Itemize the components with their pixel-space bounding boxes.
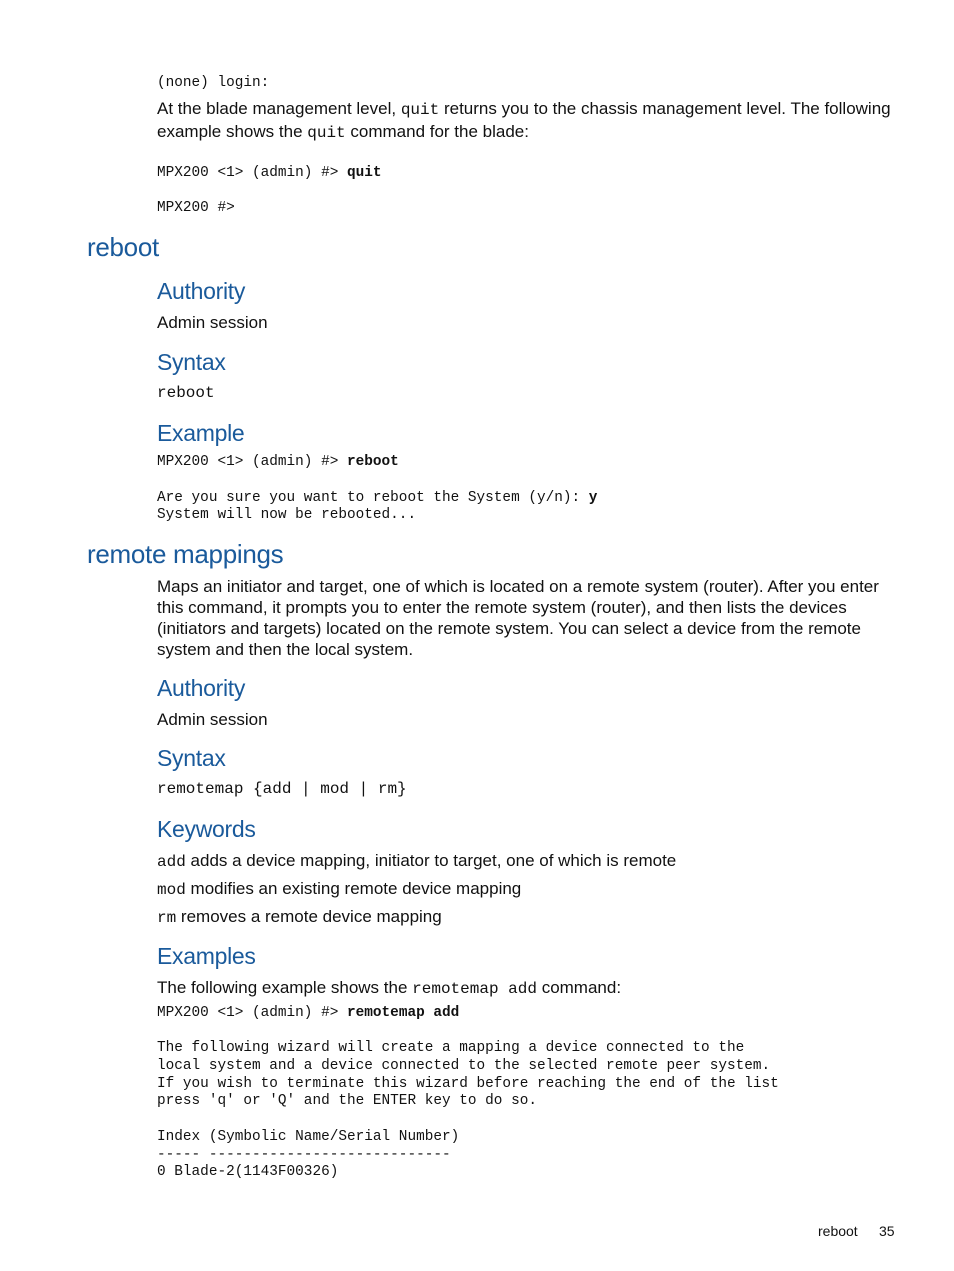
remote-description: Maps an initiator and target, one of which is located on a remote system (router). After you enter this command, it prompts you to enter the remote system (router), and then lists the devices (initiators and targets) located on the remote system. You can select a device from the remote system and then the local system. bbox=[157, 577, 879, 659]
examples-intro bbox=[157, 977, 902, 1000]
wizard-line-4: press 'q' or 'Q' and the ENTER key to do so. bbox=[157, 1093, 537, 1109]
quit-paragraph bbox=[157, 98, 902, 144]
reboot-code-line bbox=[157, 453, 399, 471]
quit-code-line bbox=[157, 164, 382, 182]
table-row: 0 Blade-2(1143F00326) bbox=[157, 1164, 339, 1180]
subheading-syntax-remote: Syntax bbox=[157, 745, 226, 771]
code-command: quit bbox=[347, 165, 382, 181]
subheading-authority: Authority bbox=[157, 278, 246, 304]
code-answer: y bbox=[588, 490, 598, 506]
keyword-item-rm bbox=[157, 906, 902, 929]
footer-section: reboot bbox=[818, 1223, 858, 1239]
text-run: returns you to the chassis management level. The following example shows the bbox=[157, 99, 891, 141]
authority-text: Admin session bbox=[157, 313, 268, 332]
keyword-name: rm bbox=[157, 909, 177, 927]
code-command: reboot bbox=[347, 454, 399, 470]
keyword-name: add bbox=[157, 853, 186, 871]
text-run: The following example shows the bbox=[157, 978, 413, 997]
remotemap-code-line bbox=[157, 1004, 459, 1022]
wizard-line-3: If you wish to terminate this wizard before reaching the end of the list bbox=[157, 1076, 779, 1092]
quit-code-line2: MPX200 #> bbox=[157, 200, 235, 216]
reboot-code-question bbox=[157, 489, 597, 507]
code-prompt: MPX200 <1> (admin) #> bbox=[157, 454, 347, 470]
subheading-examples: Examples bbox=[157, 943, 256, 969]
code-prompt: MPX200 <1> (admin) #> bbox=[157, 165, 347, 181]
wizard-line-1: The following wizard will create a mapping a device connected to the bbox=[157, 1040, 745, 1056]
section-heading-reboot: reboot bbox=[87, 232, 159, 262]
text-run: command: bbox=[536, 978, 622, 997]
section-heading-remote-mappings: remote mappings bbox=[87, 539, 284, 569]
code-text: Are you sure you want to reboot the System (y/n): bbox=[157, 490, 589, 506]
keyword-desc: removes a remote device mapping bbox=[176, 907, 442, 926]
table-header: Index (Symbolic Name/Serial Number) bbox=[157, 1129, 460, 1145]
wizard-line-2: local system and a device connected to the selected remote peer system. bbox=[157, 1058, 771, 1074]
keyword-item-mod bbox=[157, 878, 902, 901]
keyword-desc: adds a device mapping, initiator to target, one of which is remote bbox=[185, 851, 677, 870]
inline-code: remotemap add bbox=[412, 980, 537, 998]
subheading-syntax: Syntax bbox=[157, 349, 226, 375]
reboot-code-output: System will now be rebooted... bbox=[157, 507, 417, 523]
keyword-desc: modifies an existing remote device mapping bbox=[185, 879, 522, 898]
subheading-keywords: Keywords bbox=[157, 816, 256, 842]
keyword-item-add bbox=[157, 850, 902, 873]
inline-code: quit bbox=[307, 124, 346, 142]
subheading-example: Example bbox=[157, 420, 245, 446]
syntax-text: reboot bbox=[157, 384, 215, 402]
page-number: 35 bbox=[879, 1223, 895, 1239]
authority-text-remote: Admin session bbox=[157, 710, 268, 729]
text-run: At the blade management level, bbox=[157, 99, 401, 118]
code-prompt: MPX200 <1> (admin) #> bbox=[157, 1005, 347, 1021]
table-rule: ----- ---------------------------- bbox=[157, 1147, 451, 1163]
keyword-name: mod bbox=[157, 881, 186, 899]
login-line: (none) login: bbox=[157, 75, 270, 91]
text-run: command for the blade: bbox=[345, 122, 529, 141]
syntax-text-remote: remotemap {add | mod | rm} bbox=[157, 780, 407, 798]
subheading-authority-remote: Authority bbox=[157, 675, 246, 701]
inline-code: quit bbox=[400, 101, 440, 119]
code-command: remotemap add bbox=[347, 1005, 460, 1021]
